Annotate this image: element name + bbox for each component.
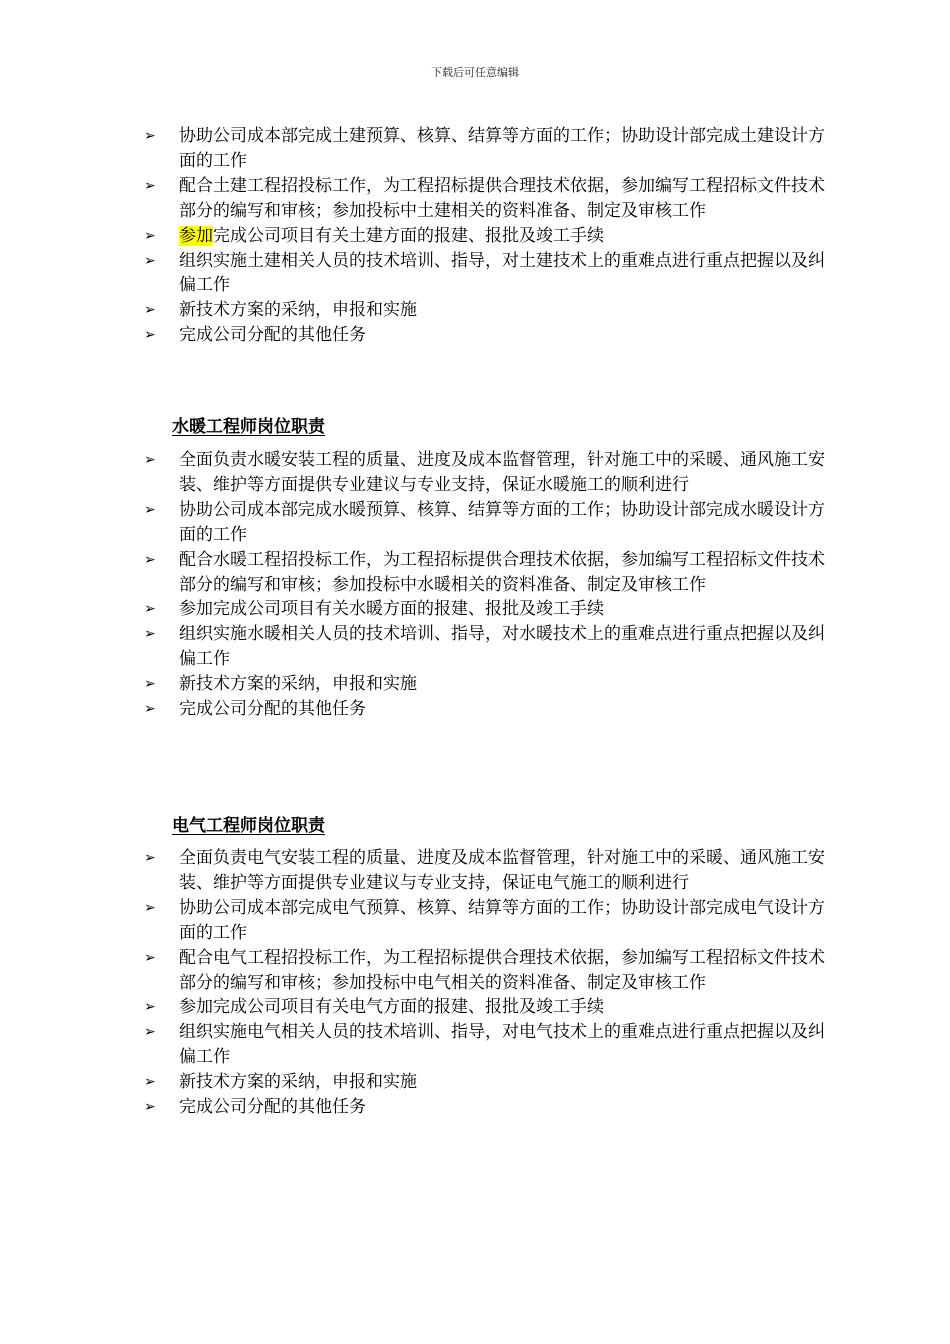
list-item-text: 新技术方案的采纳，申报和实施	[179, 300, 417, 321]
list-item	[142, 896, 832, 946]
electrical-duty-list	[142, 846, 832, 1120]
list-item-text: 组织实施水暖相关人员的技术培训、指导，对水暖技术上的重难点进行重点把握以及纠偏工作	[179, 624, 825, 670]
list-item	[142, 498, 832, 548]
list-item-text: 协助公司成本部完成水暖预算、核算、结算等方面的工作；协助设计部完成水暖设计方面的工作	[179, 499, 825, 545]
list-item-text: 配合电气工程招投标工作，为工程招标提供合理技术依据，参加编写工程招标文件技术部分的编写和审核；参加投标中电气相关的资料准备、制定及审核工作	[179, 947, 825, 993]
list-item	[142, 622, 832, 672]
list-item-text: 协助公司成本部完成电气预算、核算、结算等方面的工作；协助设计部完成电气设计方面的工作	[179, 897, 825, 943]
list-item-text: 参加完成公司项目有关水暖方面的报建、报批及竣工手续	[179, 599, 604, 620]
list-item	[142, 548, 832, 598]
list-item	[142, 1020, 832, 1070]
arrow-bullet-icon: ➢	[144, 1099, 156, 1116]
hvac-duty-list-block	[142, 448, 832, 722]
arrow-bullet-icon: ➢	[144, 949, 156, 966]
arrow-bullet-icon: ➢	[144, 302, 156, 319]
list-item-text: 新技术方案的采纳，申报和实施	[179, 1072, 417, 1093]
section-title-electrical: 电气工程师岗位职责	[172, 816, 325, 836]
arrow-bullet-icon: ➢	[144, 701, 156, 718]
list-item-text: 全面负责水暖安装工程的质量、进度及成本监督管理，针对施工中的采暖、通风施工安装、维护等方面提供专业建议与专业支持，保证水暖施工的顺利进行	[179, 450, 825, 495]
arrow-bullet-icon: ➢	[144, 999, 156, 1016]
list-item	[142, 249, 832, 299]
list-item	[142, 174, 832, 224]
arrow-bullet-icon: ➢	[144, 177, 156, 194]
list-item-text: 参加完成公司项目有关电气方面的报建、报批及竣工手续	[179, 997, 604, 1018]
top-duty-list	[142, 124, 832, 348]
arrow-bullet-icon: ➢	[144, 327, 156, 344]
arrow-bullet-icon: ➢	[144, 899, 156, 916]
list-item	[142, 448, 832, 498]
section-title-hvac: 水暖工程师岗位职责	[172, 417, 325, 437]
arrow-bullet-icon: ➢	[144, 252, 156, 269]
list-item-text: 完成公司分配的其他任务	[179, 699, 366, 720]
top-duty-list-block	[142, 124, 832, 348]
list-item	[142, 697, 832, 722]
list-item-text: 全面负责电气安装工程的质量、进度及成本监督管理，针对施工中的采暖、通风施工安装、维护等方面提供专业建议与专业支持，保证电气施工的顺利进行	[179, 848, 825, 893]
highlighted-text: 参加	[179, 225, 213, 246]
list-item-text: 配合水暖工程招投标工作，为工程招标提供合理技术依据，参加编写工程招标文件技术部分的编写和审核；参加投标中水暖相关的资料准备、制定及审核工作	[179, 549, 825, 595]
arrow-bullet-icon: ➢	[144, 551, 156, 568]
arrow-bullet-icon: ➢	[144, 850, 156, 866]
arrow-bullet-icon: ➢	[144, 1074, 156, 1091]
arrow-bullet-icon: ➢	[144, 676, 156, 693]
list-item	[142, 224, 832, 249]
list-item	[142, 995, 832, 1020]
list-item	[142, 1070, 832, 1095]
list-item-text: 完成公司项目有关土建方面的报建、报批及竣工手续	[213, 225, 604, 246]
list-item	[142, 946, 832, 996]
list-item	[142, 1095, 832, 1120]
electrical-duty-list-block	[142, 846, 832, 1120]
hvac-duty-list	[142, 448, 832, 722]
list-item	[142, 298, 832, 323]
list-item-text: 完成公司分配的其他任务	[179, 325, 366, 346]
list-item	[142, 323, 832, 348]
arrow-bullet-icon: ➢	[144, 626, 156, 643]
list-item	[142, 672, 832, 697]
list-item-text: 组织实施土建相关人员的技术培训、指导，对土建技术上的重难点进行重点把握以及纠偏工作	[179, 250, 825, 296]
list-item-text: 配合土建工程招投标工作，为工程招标提供合理技术依据，参加编写工程招标文件技术部分的编写和审核；参加投标中土建相关的资料准备、制定及审核工作	[179, 175, 825, 221]
list-item	[142, 597, 832, 622]
arrow-bullet-icon: ➢	[144, 452, 156, 468]
arrow-bullet-icon: ➢	[144, 128, 156, 144]
list-item-text: 组织实施电气相关人员的技术培训、指导，对电气技术上的重难点进行重点把握以及纠偏工作	[179, 1022, 825, 1068]
list-item-text: 完成公司分配的其他任务	[179, 1097, 366, 1118]
list-item-text: 新技术方案的采纳，申报和实施	[179, 674, 417, 695]
arrow-bullet-icon: ➢	[144, 601, 156, 618]
arrow-bullet-icon: ➢	[144, 227, 156, 244]
list-item	[142, 124, 832, 174]
list-item	[142, 846, 832, 896]
arrow-bullet-icon: ➢	[144, 501, 156, 518]
page-header: 下载后可任意编辑	[431, 66, 519, 79]
list-item-text: 协助公司成本部完成土建预算、核算、结算等方面的工作；协助设计部完成土建设计方面的工作	[179, 126, 825, 171]
arrow-bullet-icon: ➢	[144, 1024, 156, 1041]
